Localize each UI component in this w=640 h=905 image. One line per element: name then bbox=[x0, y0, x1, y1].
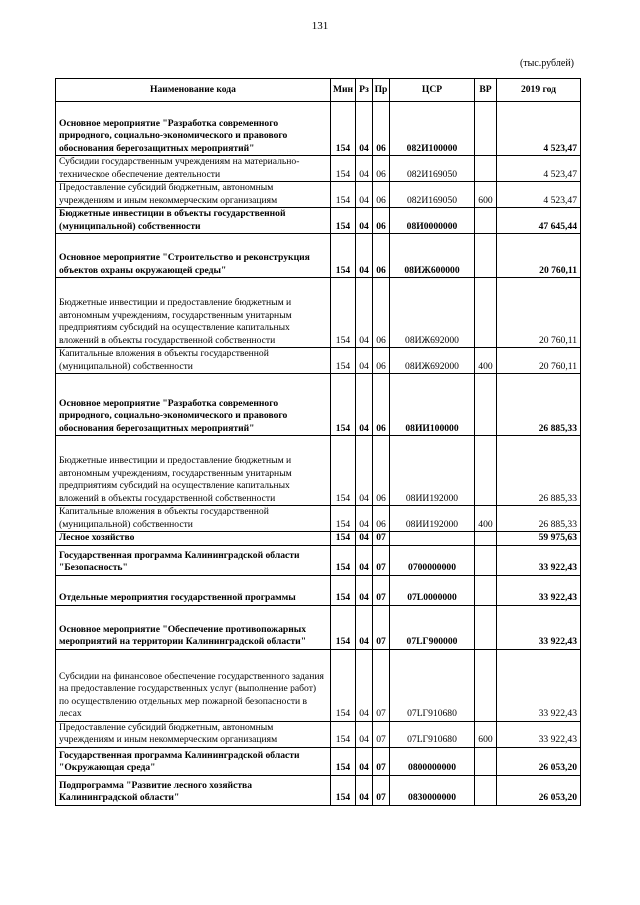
row-min: 154 bbox=[331, 605, 356, 649]
row-vr: 400 bbox=[475, 348, 497, 374]
table-row bbox=[56, 575, 581, 605]
row-rz: 04 bbox=[356, 348, 373, 374]
row-min: 154 bbox=[331, 721, 356, 747]
row-name: Капитальные вложения в объекты государственной (муниципальной) собственности bbox=[56, 506, 331, 532]
table-row bbox=[56, 747, 581, 775]
row-name: Государственная программа Калининградской области "Окружающая среда" bbox=[56, 747, 331, 775]
row-min: 154 bbox=[331, 208, 356, 234]
row-name: Основное мероприятие "Разработка современного природного, социально-экономического и правового обоснования берегозащитных мероприятий" bbox=[56, 102, 331, 156]
header-rz: Рз bbox=[356, 79, 373, 102]
row-vr bbox=[475, 649, 497, 721]
row-name: Лесное хозяйство bbox=[56, 532, 331, 546]
row-vr bbox=[475, 156, 497, 182]
table-row bbox=[56, 775, 581, 805]
row-amount: 26 885,33 bbox=[497, 374, 581, 436]
row-rz: 04 bbox=[356, 575, 373, 605]
row-pr: 06 bbox=[373, 234, 390, 278]
row-rz: 04 bbox=[356, 649, 373, 721]
row-amount: 26 885,33 bbox=[497, 436, 581, 506]
row-csr: 08И0000000 bbox=[390, 208, 475, 234]
row-pr: 06 bbox=[373, 374, 390, 436]
table-row bbox=[56, 506, 581, 532]
row-csr: 08ИЖ600000 bbox=[390, 234, 475, 278]
row-vr: 600 bbox=[475, 182, 497, 208]
table-row bbox=[56, 102, 581, 156]
row-csr: 08ИЖ692000 bbox=[390, 278, 475, 348]
row-vr bbox=[475, 545, 497, 575]
row-pr: 06 bbox=[373, 182, 390, 208]
table-row bbox=[56, 649, 581, 721]
row-name: Субсидии на финансовое обеспечение государственного задания на предоставление государственных услуг (выполнение работ) по осуществлению отдельных мер пожарной безопасности в лесах bbox=[56, 649, 331, 721]
row-amount: 33 922,43 bbox=[497, 575, 581, 605]
row-amount: 33 922,43 bbox=[497, 605, 581, 649]
table-row bbox=[56, 545, 581, 575]
row-rz: 04 bbox=[356, 545, 373, 575]
row-pr: 06 bbox=[373, 156, 390, 182]
row-name: Основное мероприятие "Разработка современного природного, социально-экономического и правового обоснования берегозащитных мероприятий" bbox=[56, 374, 331, 436]
row-csr: 0700000000 bbox=[390, 545, 475, 575]
row-rz: 04 bbox=[356, 721, 373, 747]
row-min: 154 bbox=[331, 747, 356, 775]
row-name: Основное мероприятие "Обеспечение противопожарных мероприятий на территории Калининградской области" bbox=[56, 605, 331, 649]
row-amount: 20 760,11 bbox=[497, 234, 581, 278]
units-label: (тыс.рублей) bbox=[519, 58, 574, 69]
row-rz: 04 bbox=[356, 747, 373, 775]
row-name: Отдельные мероприятия государственной программы bbox=[56, 575, 331, 605]
header-name: Наименование кода bbox=[56, 79, 331, 102]
row-vr bbox=[475, 532, 497, 546]
row-amount: 59 975,63 bbox=[497, 532, 581, 546]
table-row bbox=[56, 374, 581, 436]
row-min: 154 bbox=[331, 348, 356, 374]
table-row bbox=[56, 182, 581, 208]
row-csr: 08ИЖ692000 bbox=[390, 348, 475, 374]
row-rz: 04 bbox=[356, 278, 373, 348]
row-min: 154 bbox=[331, 156, 356, 182]
row-rz: 04 bbox=[356, 234, 373, 278]
table-row bbox=[56, 234, 581, 278]
row-min: 154 bbox=[331, 234, 356, 278]
header-min: Мин bbox=[331, 79, 356, 102]
row-vr bbox=[475, 747, 497, 775]
row-rz: 04 bbox=[356, 102, 373, 156]
row-min: 154 bbox=[331, 102, 356, 156]
row-amount: 26 053,20 bbox=[497, 775, 581, 805]
row-vr bbox=[475, 575, 497, 605]
row-pr: 07 bbox=[373, 532, 390, 546]
row-pr: 07 bbox=[373, 721, 390, 747]
row-csr: 07LГ910680 bbox=[390, 721, 475, 747]
row-amount: 26 885,33 bbox=[497, 506, 581, 532]
row-pr: 07 bbox=[373, 575, 390, 605]
row-rz: 04 bbox=[356, 374, 373, 436]
row-csr: 082И100000 bbox=[390, 102, 475, 156]
budget-table bbox=[55, 78, 581, 806]
row-vr bbox=[475, 605, 497, 649]
row-amount: 20 760,11 bbox=[497, 278, 581, 348]
row-min: 154 bbox=[331, 182, 356, 208]
page-number: 131 bbox=[311, 20, 329, 32]
row-pr: 06 bbox=[373, 278, 390, 348]
row-name: Государственная программа Калининградской области "Безопасность" bbox=[56, 545, 331, 575]
header-pr: Пр bbox=[373, 79, 390, 102]
header-year: 2019 год bbox=[497, 79, 581, 102]
row-rz: 04 bbox=[356, 775, 373, 805]
row-min: 154 bbox=[331, 575, 356, 605]
row-name: Субсидии государственным учреждениям на материально-техническое обеспечение деятельности bbox=[56, 156, 331, 182]
row-vr: 400 bbox=[475, 506, 497, 532]
row-min: 154 bbox=[331, 532, 356, 546]
row-name: Основное мероприятие "Строительство и реконструкция объектов охраны окружающей среды" bbox=[56, 234, 331, 278]
row-vr bbox=[475, 102, 497, 156]
row-pr: 07 bbox=[373, 545, 390, 575]
row-vr bbox=[475, 374, 497, 436]
row-vr bbox=[475, 234, 497, 278]
row-min: 154 bbox=[331, 436, 356, 506]
row-rz: 04 bbox=[356, 156, 373, 182]
table-row bbox=[56, 208, 581, 234]
row-pr: 07 bbox=[373, 747, 390, 775]
row-amount: 20 760,11 bbox=[497, 348, 581, 374]
row-csr bbox=[390, 532, 475, 546]
row-amount: 33 922,43 bbox=[497, 649, 581, 721]
row-amount: 4 523,47 bbox=[497, 102, 581, 156]
row-name: Предоставление субсидий бюджетным, автономным учреждениям и иным некоммерческим организациям bbox=[56, 721, 331, 747]
row-vr bbox=[475, 775, 497, 805]
row-min: 154 bbox=[331, 545, 356, 575]
row-name: Подпрограмма "Развитие лесного хозяйства Калининградской области" bbox=[56, 775, 331, 805]
table-row bbox=[56, 605, 581, 649]
table-row bbox=[56, 278, 581, 348]
row-csr: 08ИИ100000 bbox=[390, 374, 475, 436]
row-min: 154 bbox=[331, 278, 356, 348]
row-pr: 06 bbox=[373, 506, 390, 532]
row-rz: 04 bbox=[356, 605, 373, 649]
row-csr: 07LГ900000 bbox=[390, 605, 475, 649]
row-pr: 07 bbox=[373, 649, 390, 721]
row-rz: 04 bbox=[356, 506, 373, 532]
row-csr: 07L0000000 bbox=[390, 575, 475, 605]
header-vr: ВР bbox=[475, 79, 497, 102]
row-vr bbox=[475, 208, 497, 234]
row-amount: 33 922,43 bbox=[497, 545, 581, 575]
row-name: Капитальные вложения в объекты государственной (муниципальной) собственности bbox=[56, 348, 331, 374]
row-pr: 06 bbox=[373, 208, 390, 234]
row-pr: 07 bbox=[373, 605, 390, 649]
table-row bbox=[56, 721, 581, 747]
row-name: Предоставление субсидий бюджетным, автономным учреждениям и иным некоммерческим организациям bbox=[56, 182, 331, 208]
table-header-row bbox=[56, 79, 581, 102]
table-row bbox=[56, 156, 581, 182]
table-row bbox=[56, 436, 581, 506]
row-csr: 08ИИ192000 bbox=[390, 436, 475, 506]
row-pr: 06 bbox=[373, 436, 390, 506]
row-amount: 4 523,47 bbox=[497, 182, 581, 208]
row-vr bbox=[475, 278, 497, 348]
row-csr: 0830000000 bbox=[390, 775, 475, 805]
row-name: Бюджетные инвестиции в объекты государственной (муниципальной) собственности bbox=[56, 208, 331, 234]
row-amount: 47 645,44 bbox=[497, 208, 581, 234]
row-rz: 04 bbox=[356, 208, 373, 234]
row-min: 154 bbox=[331, 374, 356, 436]
table-row bbox=[56, 532, 581, 546]
row-min: 154 bbox=[331, 649, 356, 721]
row-vr bbox=[475, 436, 497, 506]
row-amount: 26 053,20 bbox=[497, 747, 581, 775]
table-row bbox=[56, 348, 581, 374]
row-min: 154 bbox=[331, 506, 356, 532]
row-amount: 4 523,47 bbox=[497, 156, 581, 182]
row-csr: 07LГ910680 bbox=[390, 649, 475, 721]
row-amount: 33 922,43 bbox=[497, 721, 581, 747]
row-csr: 082И169050 bbox=[390, 156, 475, 182]
row-csr: 08ИИ192000 bbox=[390, 506, 475, 532]
row-min: 154 bbox=[331, 775, 356, 805]
row-name: Бюджетные инвестиции и предоставление бюджетным и автономным учреждениям, государственным унитарным предприятиям субсидий на осуществление капитальных вложений в объекты государственной собственности bbox=[56, 278, 331, 348]
row-csr: 0800000000 bbox=[390, 747, 475, 775]
row-name: Бюджетные инвестиции и предоставление бюджетным и автономным учреждениям, государственным унитарным предприятиям субсидий на осуществление капитальных вложений в объекты государственной собственности bbox=[56, 436, 331, 506]
row-csr: 082И169050 bbox=[390, 182, 475, 208]
row-vr: 600 bbox=[475, 721, 497, 747]
row-pr: 06 bbox=[373, 348, 390, 374]
row-rz: 04 bbox=[356, 436, 373, 506]
row-rz: 04 bbox=[356, 532, 373, 546]
row-pr: 07 bbox=[373, 775, 390, 805]
row-pr: 06 bbox=[373, 102, 390, 156]
row-rz: 04 bbox=[356, 182, 373, 208]
header-csr: ЦСР bbox=[390, 79, 475, 102]
